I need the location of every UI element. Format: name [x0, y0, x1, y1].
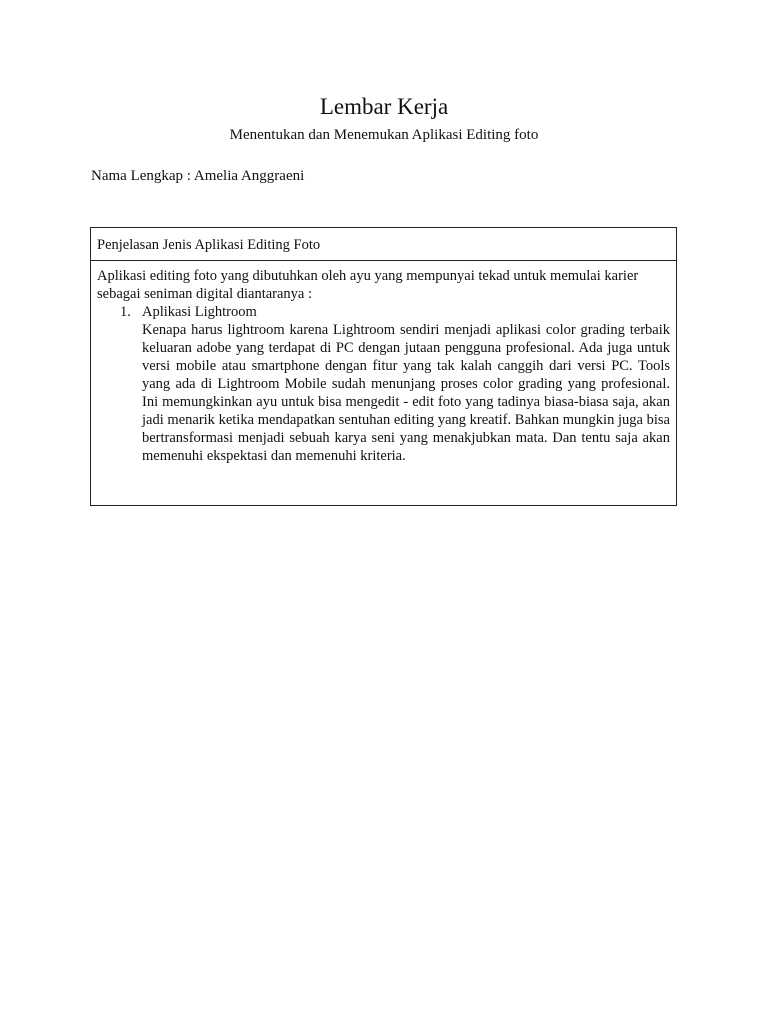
list-item-number: 1. — [120, 304, 131, 320]
list-item-description: Kenapa harus lightroom karena Lightroom sendiri menjadi aplikasi color grading terbaik keluaran adobe yang terdapat di PC dengan jutaan pengguna profesional. Ada juga untuk versi mobile atau smartphone dengan fitur yang tak kalah canggih dari versi PC. Tools yang ada di Lightroom Mobile sudah menunjang proses color grading yang profesional. Ini memungkinkan ayu untuk bisa mengedit - edit foto yang tadinya biasa-biasa saja, akan jadi menarik ketika mendapatkan sentuhan editing yang kreatif. Bahkan mungkin juga bisa bertransformasi menjadi sebuah karya seni yang menakjubkan mata. Dan tentu saja akan memenuhi ekspektasi dan memenuhi kriteria. — [142, 322, 670, 464]
document-subtitle: Menentukan dan Menemukan Aplikasi Editing foto — [229, 127, 539, 143]
document-title: Lembar Kerja — [319, 94, 449, 119]
table-body-cell — [91, 261, 676, 465]
app-list — [97, 303, 670, 465]
student-name-line: Nama Lengkap : Amelia Anggraeni — [91, 168, 305, 184]
table-header-cell: Penjelasan Jenis Aplikasi Editing Foto — [91, 228, 676, 261]
list-item-title: Aplikasi Lightroom — [142, 304, 257, 320]
explanation-table — [90, 227, 677, 506]
list-item — [97, 303, 670, 465]
table-intro-text: Aplikasi editing foto yang dibutuhkan oleh ayu yang mempunyai tekad untuk memulai karier sebagai seniman digital diantaranya : — [97, 268, 639, 302]
